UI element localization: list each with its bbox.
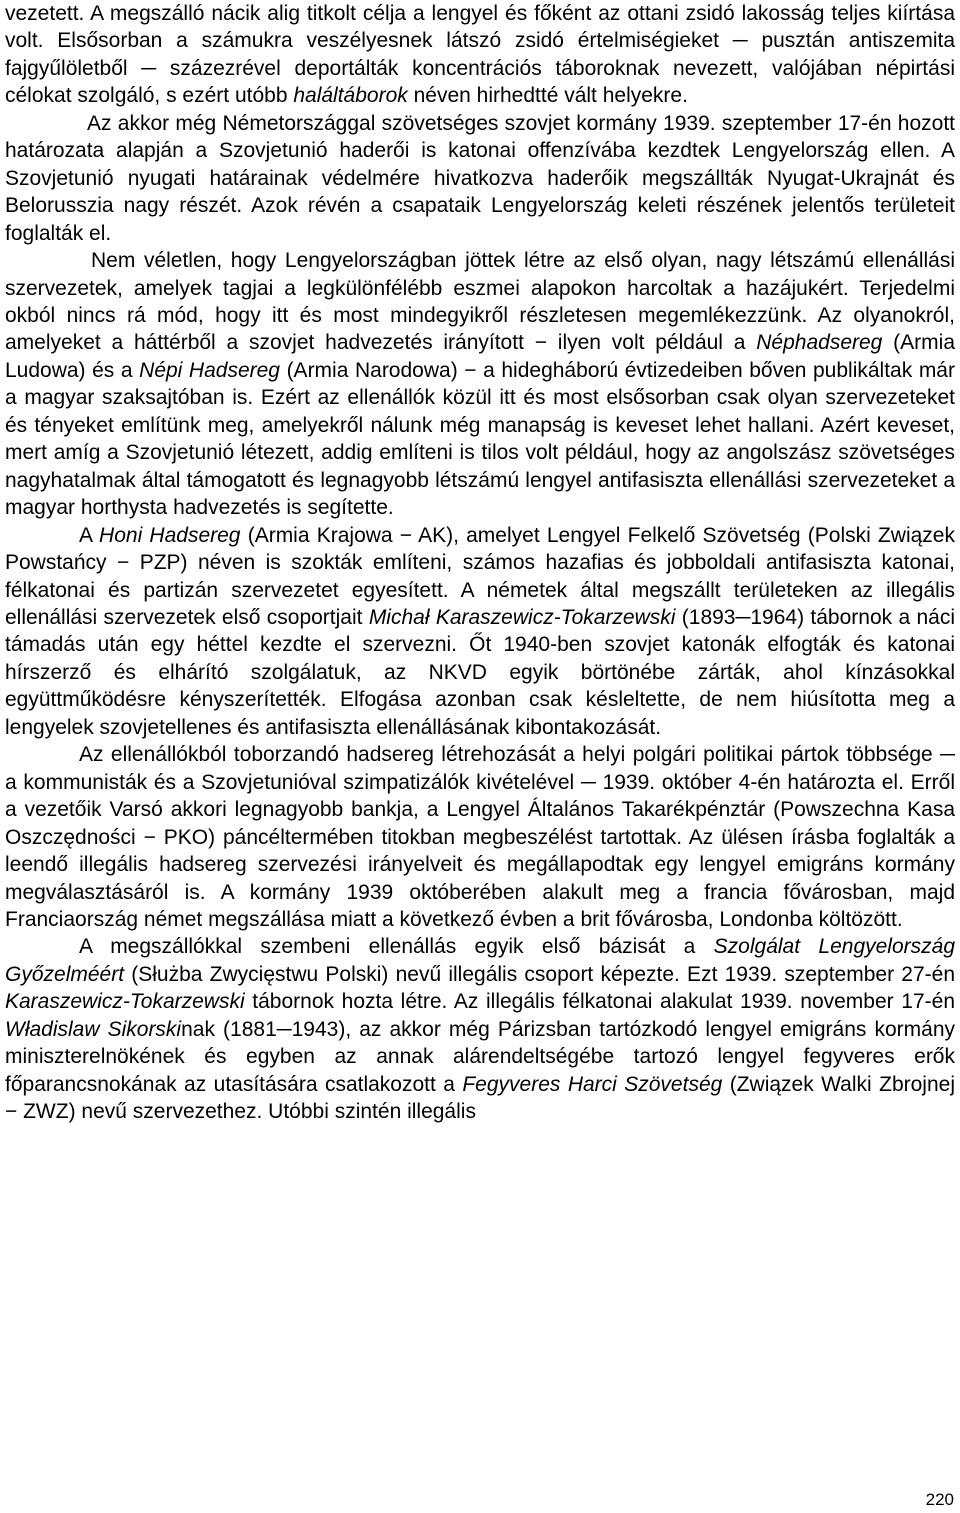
italic-term: haláltáborok: [293, 84, 408, 108]
paragraph-2: [5, 247, 955, 522]
italic-term: Władislaw Sikorski: [5, 1017, 182, 1041]
italic-term: Karaszewicz-Tokarzewski: [5, 990, 245, 1014]
page-number: 220: [925, 1490, 954, 1509]
italic-term: Népi Hadsereg: [139, 358, 280, 382]
text-run: néven hirhedtté vált helyekre.: [407, 84, 688, 108]
text-run: Az ellenállókból toborzandó hadsereg létrehozását a helyi polgári politikai pártok többsége ─ a kommunisták és a Szovjetunióval szimpatizálók kivételével ─ 1939. október 4-én határozta el. Erről a vezetőik Varsó akkori legnagyobb bankja, a Lengyel Általános Takarékpénztár (Powszechna Kasa Oszczędności − PKO) páncéltermében titokban megbeszélést tartottak. Az ülésen írásba foglalták a leendő illegális hadsereg szervezési irányelveit és megállapodtak egy lengyel emigráns kormány megválasztásáról is. A kormány 1939 októberében alakult meg a francia fővárosban, majd Franciaország német megszállása miatt a következő évben a brit fővárosba, Londonba költözött.: [5, 743, 955, 931]
paragraph-5: [5, 933, 955, 1125]
text-run: A: [79, 523, 100, 547]
paragraph-4: [5, 741, 955, 933]
italic-term: Szolgálat Lengyelország Győzelméért: [5, 935, 955, 986]
text-run: vezetett. A megszálló nácik alig titkolt célja a lengyel és főként az ottani zsidó lakosság teljes kiírtása volt. Elsősorban a számukra veszélyesnek látszó zsidó értelmiségieket ─ pusztán antiszemita fajgyűlöletből ─ százezrével deportálták koncentrációs táboroknak nevezett, valójában népirtási célokat szolgáló, s ezért utóbb: [5, 2, 955, 108]
text-run: (Służba Zwycięstwu Polski) nevű illegális csoport képezte. Ezt 1939. szeptember 27-én: [124, 962, 955, 986]
italic-term: Honi Hadsereg: [99, 523, 241, 547]
text-run: (Armia Krajowa − AK), amelyet Lengyel Felkelő Szövetség (Polski Związek Powstańcy − PZP) néven is szokták említeni, számos hazafias és jobboldali antifasiszta katonai, félkatonai és partizán szervezetet egyesített. A németek által megszállt területeken az illegális ellenállási szervezetek első csoportjait: [5, 523, 955, 629]
text-run: (Armia Ludowa) és a: [5, 331, 955, 382]
text-run: A megszállókkal szembeni ellenállás egyik első bázisát a: [79, 935, 714, 959]
text-run: (Armia Narodowa) − a hidegháború évtizedeiben bőven publikáltak már a magyar szaksajtóban is. Ezért az ellenállók közül itt és most elsősorban csak olyan szervezeteket és tényeket említünk meg, amelyekről nálunk még manapság is keveset lehet hallani. Azért keveset, mert amíg a Szovjetunió létezett, addig említeni is tilos volt például, hogy az angolszász szövetséges nagyhatalmak által támogatott és legnagyobb létszámú lengyel antifasiszta ellenállási szervezeteket a magyar horthysta hadvezetés is segítette.: [5, 358, 955, 520]
document-body: [5, 0, 955, 1126]
text-run: (Związek Walki Zbrojnej − ZWZ) nevű szervezethez. Utóbbi szintén illegális: [5, 1072, 955, 1124]
italic-term: Michał Karaszewicz-Tokarzewski: [368, 605, 676, 629]
text-run: nak (1881─1943), az akkor még Párizsban tartózkodó lengyel emigráns kormány miniszterelnökének és egyben az annak alárendeltségébe tartozó lengyel fegyveres erők főparancsnokának az utasítására csatlakozott a: [5, 1017, 955, 1096]
italic-term: Néphadsereg: [756, 331, 883, 355]
text-run: (1893─1964) tábornok a náci támadás után egy héttel kezdte el szervezni. Őt 1940-ben szovjet katonák elfogták és katonai hírszerző és elhárító szolgálatuk, az NKVD egyik börtönébe zárták, ahol kínzásokkal együttműködésre kényszerítették. Elfogása azonban csak késleltette, de nem hiúsította meg a lengyelek szovjetellenes és antifasiszta ellenállásának kibontakozását.: [5, 605, 955, 739]
text-run: Az akkor még Németországgal szövetséges szovjet kormány 1939. szeptember 17-én hozott határozata alapján a Szovjetunió haderői is katonai offenzívába kezdtek Lengyelország ellen. A Szovjetunió nyugati határainak védelmére hivatkozva haderőik megszállták Nyugat-Ukrajnát és Belorusszia nagy részét. Azok révén a csapataik Lengyelország keleti részének jelentős területeit foglalták el.: [5, 111, 955, 245]
italic-term: Fegyveres Harci Szövetség: [462, 1072, 723, 1096]
text-run: tábornok hozta létre. Az illegális félkatonai alakulat 1939. november 17-én: [244, 990, 955, 1014]
paragraph-1: [5, 110, 955, 247]
paragraph-0: [5, 0, 955, 110]
paragraph-3: [5, 522, 955, 742]
text-run: Nem véletlen, hogy Lengyelországban jöttek létre az első olyan, nagy létszámú ellenállási szervezetek, amelyek tagjai a legkülönfélébb eszmei alapokon harcoltak a hazájukért. Terjedelmi okból nincs rá mód, hogy itt és most mindegyikről részletesen megemlékezzünk. Az olyanokról, amelyeket a háttérből a szovjet hadvezetés irányított − ilyen volt például a: [5, 249, 955, 355]
